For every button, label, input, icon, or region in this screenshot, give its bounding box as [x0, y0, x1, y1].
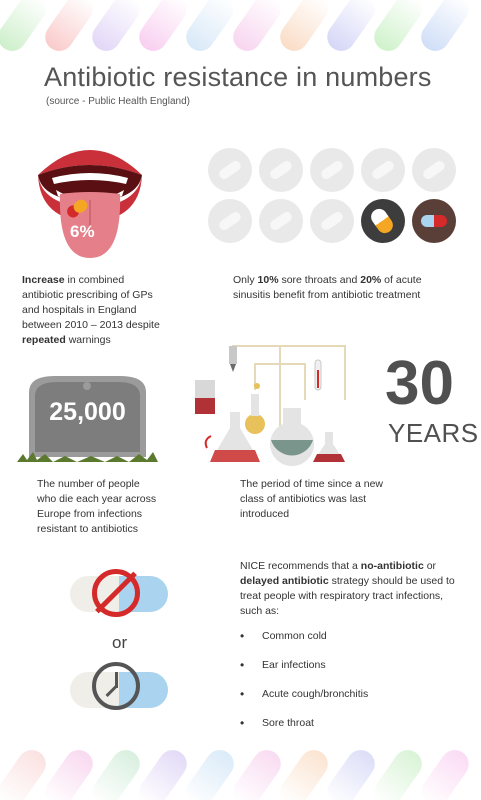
years-number: 30: [385, 349, 454, 418]
pill-circle-icon: [259, 199, 303, 243]
mouth-stat-value: 6%: [70, 222, 95, 241]
list-item: • Common cold: [240, 630, 460, 659]
list-item: • Ear infections: [240, 659, 460, 688]
delayed-antibiotic-illustration: [70, 662, 170, 718]
pill-circle-icon: [259, 148, 303, 192]
pill-circle-icon: [310, 199, 354, 243]
pill-circle-icon: [310, 148, 354, 192]
capsule-highlight-icon: [361, 199, 405, 243]
clock-icon: [92, 662, 140, 710]
pills-stat-description: Only 10% sore throats and 20% of acute sinusitis benefit from antibiotic treatment: [233, 274, 422, 301]
page-title: Antibiotic resistance in numbers: [44, 62, 432, 92]
pill-circle-icon: [208, 148, 252, 192]
years-stat-description: The period of time since a new class of antibiotics was last introduced: [240, 478, 383, 520]
capsule-highlight-icon: [412, 199, 456, 243]
mouth-illustration: [30, 130, 150, 260]
pill-circle-icon: [361, 148, 405, 192]
pill-circles-grid: [208, 148, 463, 248]
infection-list: [240, 630, 460, 746]
nice-recommendation: NICE recommends that a no-antibiotic or delayed antibiotic strategy should be used to treat people with respiratory tract infections, such as:: [240, 560, 455, 617]
source-note: (source - Public Health England): [46, 96, 190, 107]
or-label: or: [112, 633, 128, 652]
no-antibiotic-illustration: [70, 570, 170, 618]
top-pill-decoration: [0, 0, 481, 60]
lab-flasks-illustration: [185, 340, 375, 470]
mouth-stat-description: Increase in combined antibiotic prescribing of GPs and hospitals in England between 2010 – 2013 despite repeated warnings: [22, 274, 160, 346]
bottom-pill-decoration: [0, 745, 481, 800]
pill-circle-icon: [412, 148, 456, 192]
grave-stat-value: 25,000: [49, 398, 126, 426]
list-item: • Acute cough/bronchitis: [240, 688, 460, 717]
list-item: • Sore throat: [240, 717, 460, 746]
pill-circle-icon: [208, 199, 252, 243]
grave-stat-description: The number of people who die each year across Europe from infections resistant to antibiotics: [37, 478, 157, 535]
years-unit: YEARS: [388, 418, 479, 448]
gravestone-illustration: [15, 372, 160, 464]
